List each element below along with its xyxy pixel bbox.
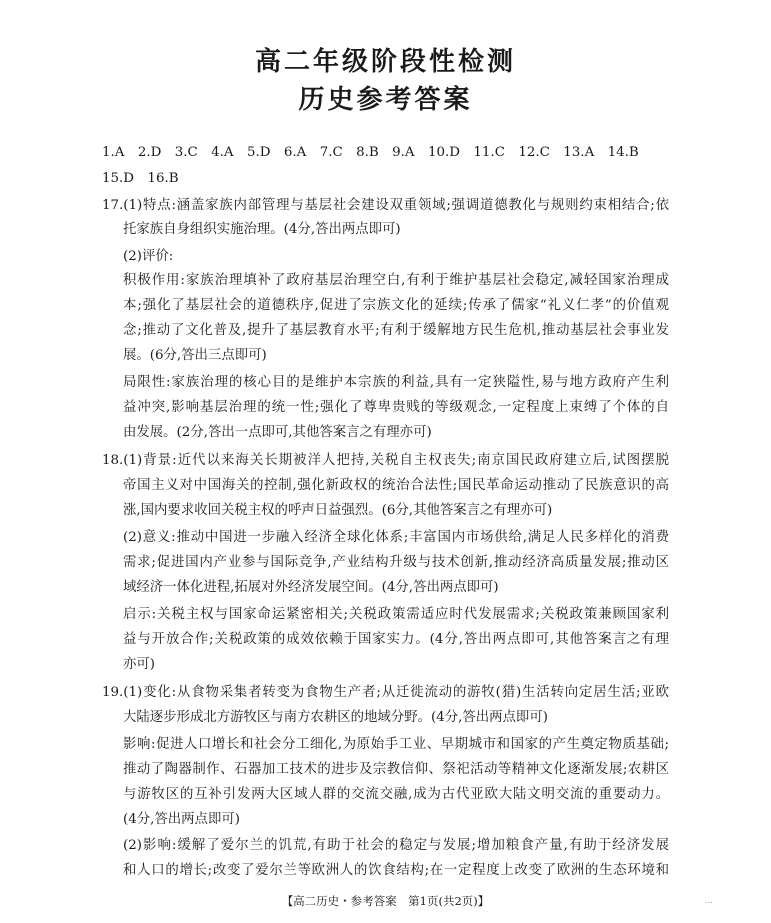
q17-line: 本;强化了基层社会的道德秩序,促进了宗族文化的延续;传承了儒家“礼义仁孝”的价值观: [123, 298, 669, 313]
q18-line: 需求;促进国内产业参与国际竞争,产业结构升级与技术创新,推动经济高质量发展;推动区: [123, 555, 669, 570]
q17-line: 益冲突,影响基层治理的统一性;强化了尊卑贵贱的等级观念,一定程度上束缚了个体的自: [123, 400, 669, 415]
q17-line: 局限性:家族治理的核心目的是维护本宗族的利益,具有一定狭隘性,易与地方政府产生利: [123, 375, 669, 390]
q19-line: 19.(1)变化:从食物采集者转变为食物生产者;从迁徙流动的游牧(猎)生活转向定居生活;亚欧: [102, 685, 669, 700]
q17-line: 展。(6分,答出三点即可): [123, 348, 267, 363]
q19-line: 影响:促进人口增长和社会分工细化,为原始手工业、早期城市和国家的产生奠定物质基础;: [123, 737, 669, 752]
q17-line: 由发展。(2分,答出一点即可,其他答案言之有理亦可): [123, 425, 432, 440]
q18-line: 域经济一体化进程,拓展对外经济发展空间。(4分,答出两点即可): [123, 580, 499, 595]
page-subtitle: 历史参考答案: [298, 85, 473, 115]
q17-line: 托家族自身组织实施治理。(4分,答出两点即可): [123, 222, 401, 237]
q19-line: 推动了陶器制作、石器加工技术的进步及宗教信仰、祭祀活动等精神文化逐渐发展;农耕区: [123, 762, 669, 777]
q17-line: 积极作用:家族治理填补了政府基层治理空白,有利于维护基层社会稳定,减轻国家治理成: [123, 273, 669, 288]
q18-line: 益与开放合作;关税政策的成效依赖于国家实力。(4分,答出两点即可,其他答案言之有理: [123, 632, 669, 647]
page-footer: 【高二历史・参考答案 第1页(共2页)】: [281, 894, 490, 908]
q18-line: (2)意义:推动中国进一步融入经济全球化体系;丰富国内市场供给,满足人民多样化的消费: [123, 530, 669, 545]
corner-mark: ...: [705, 896, 713, 905]
q18-line: 涨,国内要求收回关税主权的呼声日益强烈。(6分,其他答案言之有理亦可): [123, 503, 553, 518]
q17-line: (2)评价:: [123, 249, 174, 264]
answer-line: 1.A 2.D 3.C 4.A 5.D 6.A 7.C 8.B 9.A 10.D 11.C 12.C 13.A 14.B: [102, 145, 639, 160]
q18-line: 启示:关税主权与国家命运紧密相关;关税政策需适应时代发展需求;关税政策兼顾国家利: [123, 607, 669, 622]
q19-line: (4分,答出两点即可): [123, 812, 240, 827]
q19-line: 与游牧区的互补引发两大区域人群的交流交融,成为古代亚欧大陆文明交流的重要动力。: [123, 787, 669, 802]
page-title: 高二年级阶段性检测: [254, 47, 516, 77]
q19-line: 和人口的增长;改变了爱尔兰等欧洲人的饮食结构;在一定程度上改变了欧洲的生态环境和: [123, 863, 669, 878]
q18-line: 亦可): [123, 657, 156, 672]
q19-line: 大陆逐步形成北方游牧区与南方农耕区的地域分野。(4分,答出两点即可): [123, 710, 548, 725]
q18-line: 18.(1)背景:近代以来海关长期被洋人把持,关税自主权丧失;南京国民政府建立后,试图摆脱: [102, 453, 669, 468]
q17-line: 17.(1)特点:涵盖家族内部管理与基层社会建设双重领域;强调道德教化与规则约束相结合;依: [102, 198, 669, 213]
answer-line: 15.D 16.B: [102, 171, 179, 186]
q17-line: 念;推动了文化普及,提升了基层教育水平;有利于缓解地方民生危机,推动基层社会事业发: [123, 323, 669, 338]
q19-line: (2)影响:缓解了爱尔兰的饥荒,有助于社会的稳定与发展;增加粮食产量,有助于经济发展: [123, 838, 669, 853]
q18-line: 帝国主义对中国海关的控制,强化新政权的统治合法性;国民革命运动推动了民族意识的高: [123, 478, 669, 493]
